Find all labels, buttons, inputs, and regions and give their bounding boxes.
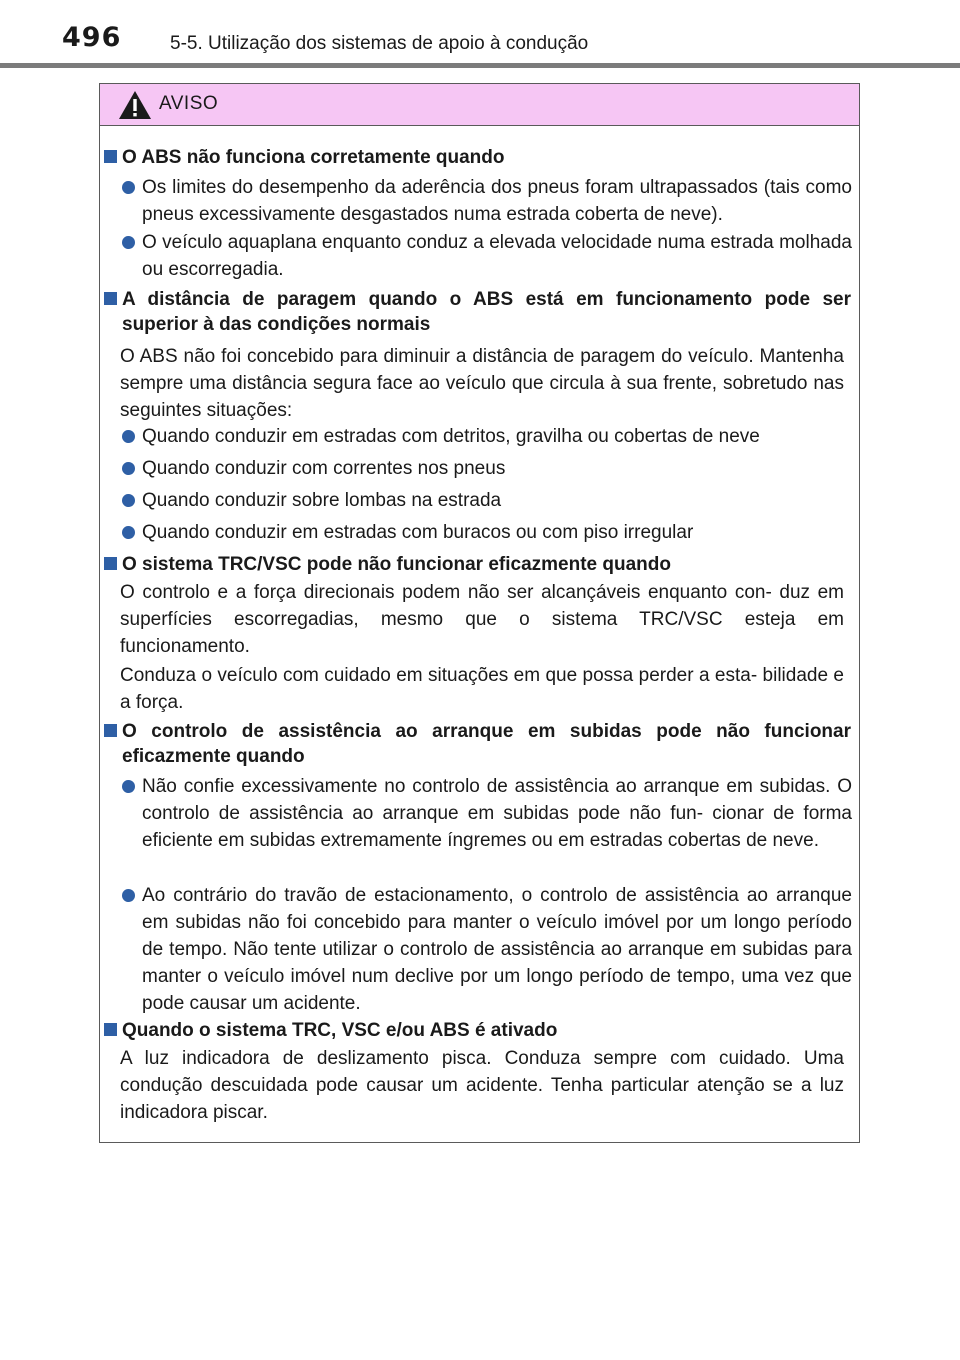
section-heading: Quando o sistema TRC, VSC e/ou ABS é ativado (104, 1018, 851, 1043)
paragraph: O ABS não foi concebido para diminuir a distância de paragem do veículo. Mantenha sempre uma distância segura face ao veículo que circula à sua frente, sobretudo nas seguintes situações: (120, 346, 844, 421)
round-bullet-icon (122, 780, 135, 793)
square-bullet-icon (104, 557, 117, 570)
square-bullet-icon (104, 292, 117, 305)
section-heading: A distância de paragem quando o ABS está em funcionamento pode ser superior à das condições normais (104, 287, 851, 337)
square-bullet-icon (104, 724, 117, 737)
square-bullet-icon (104, 1023, 117, 1036)
warning-label: AVISO (159, 93, 219, 114)
round-bullet-icon (122, 181, 135, 194)
list-item: Não confie excessivamente no controlo de assistência ao arranque em subidas. O controlo de assistência ao arranque em subidas pode não fun- cionar de forma eficiente em subidas extremamente íngremes ou em estradas cobertas de neve. (122, 773, 852, 854)
header-rule (0, 63, 960, 68)
paragraph: Conduza o veículo com cuidado em situações em que possa perder a esta- bilidade e a força. (120, 665, 844, 713)
round-bullet-icon (122, 462, 135, 475)
page-number: 496 (62, 22, 122, 53)
square-bullet-icon (104, 150, 117, 163)
list-item: Os limites do desempenho da aderência dos pneus foram ultrapassados (tais como pneus excessivamente desgastados numa estrada coberta de neve). (122, 174, 852, 228)
round-bullet-icon (122, 430, 135, 443)
round-bullet-icon (122, 494, 135, 507)
list-item: Quando conduzir em estradas com buracos ou com piso irregular (122, 519, 852, 546)
section-title: 5-5. Utilização dos sistemas de apoio à condução (170, 33, 589, 54)
warning-header (100, 84, 859, 126)
list-item: O veículo aquaplana enquanto conduz a elevada velocidade numa estrada molhada ou escorregadia. (122, 229, 852, 283)
warning-triangle-icon (118, 90, 152, 120)
section-heading: O ABS não funciona corretamente quando (104, 145, 851, 170)
list-item: Ao contrário do travão de estacionamento, o controlo de assistência ao arranque em subidas não foi concebido para manter o veículo imóvel por um longo período de tempo. Não tente utilizar o controlo de assistência ao arranque em subidas para manter o veículo imóvel num declive por um longo período de tempo, uma vez que pode causar um acidente. (122, 882, 852, 1017)
list-item: Quando conduzir sobre lombas na estrada (122, 487, 852, 514)
round-bullet-icon (122, 236, 135, 249)
paragraph: O controlo e a força direcionais podem não ser alcançáveis enquanto con- duz em superfícies escorregadias, mesmo que o sistema TRC/VSC esteja em funcionamento. (120, 582, 844, 657)
warning-box (99, 83, 860, 1143)
round-bullet-icon (122, 526, 135, 539)
list-item: Quando conduzir em estradas com detritos, gravilha ou cobertas de neve (122, 423, 852, 450)
section-heading: O controlo de assistência ao arranque em subidas pode não funcionar eficazmente quando (104, 719, 851, 769)
section-heading: O sistema TRC/VSC pode não funcionar eficazmente quando (104, 552, 851, 577)
list-item: Quando conduzir com correntes nos pneus (122, 455, 852, 482)
paragraph: A luz indicadora de deslizamento pisca. Conduza sempre com cuidado. Uma condução descuidada pode causar um acidente. Tenha particular atenção se a luz indicadora piscar. (120, 1048, 844, 1123)
round-bullet-icon (122, 889, 135, 902)
